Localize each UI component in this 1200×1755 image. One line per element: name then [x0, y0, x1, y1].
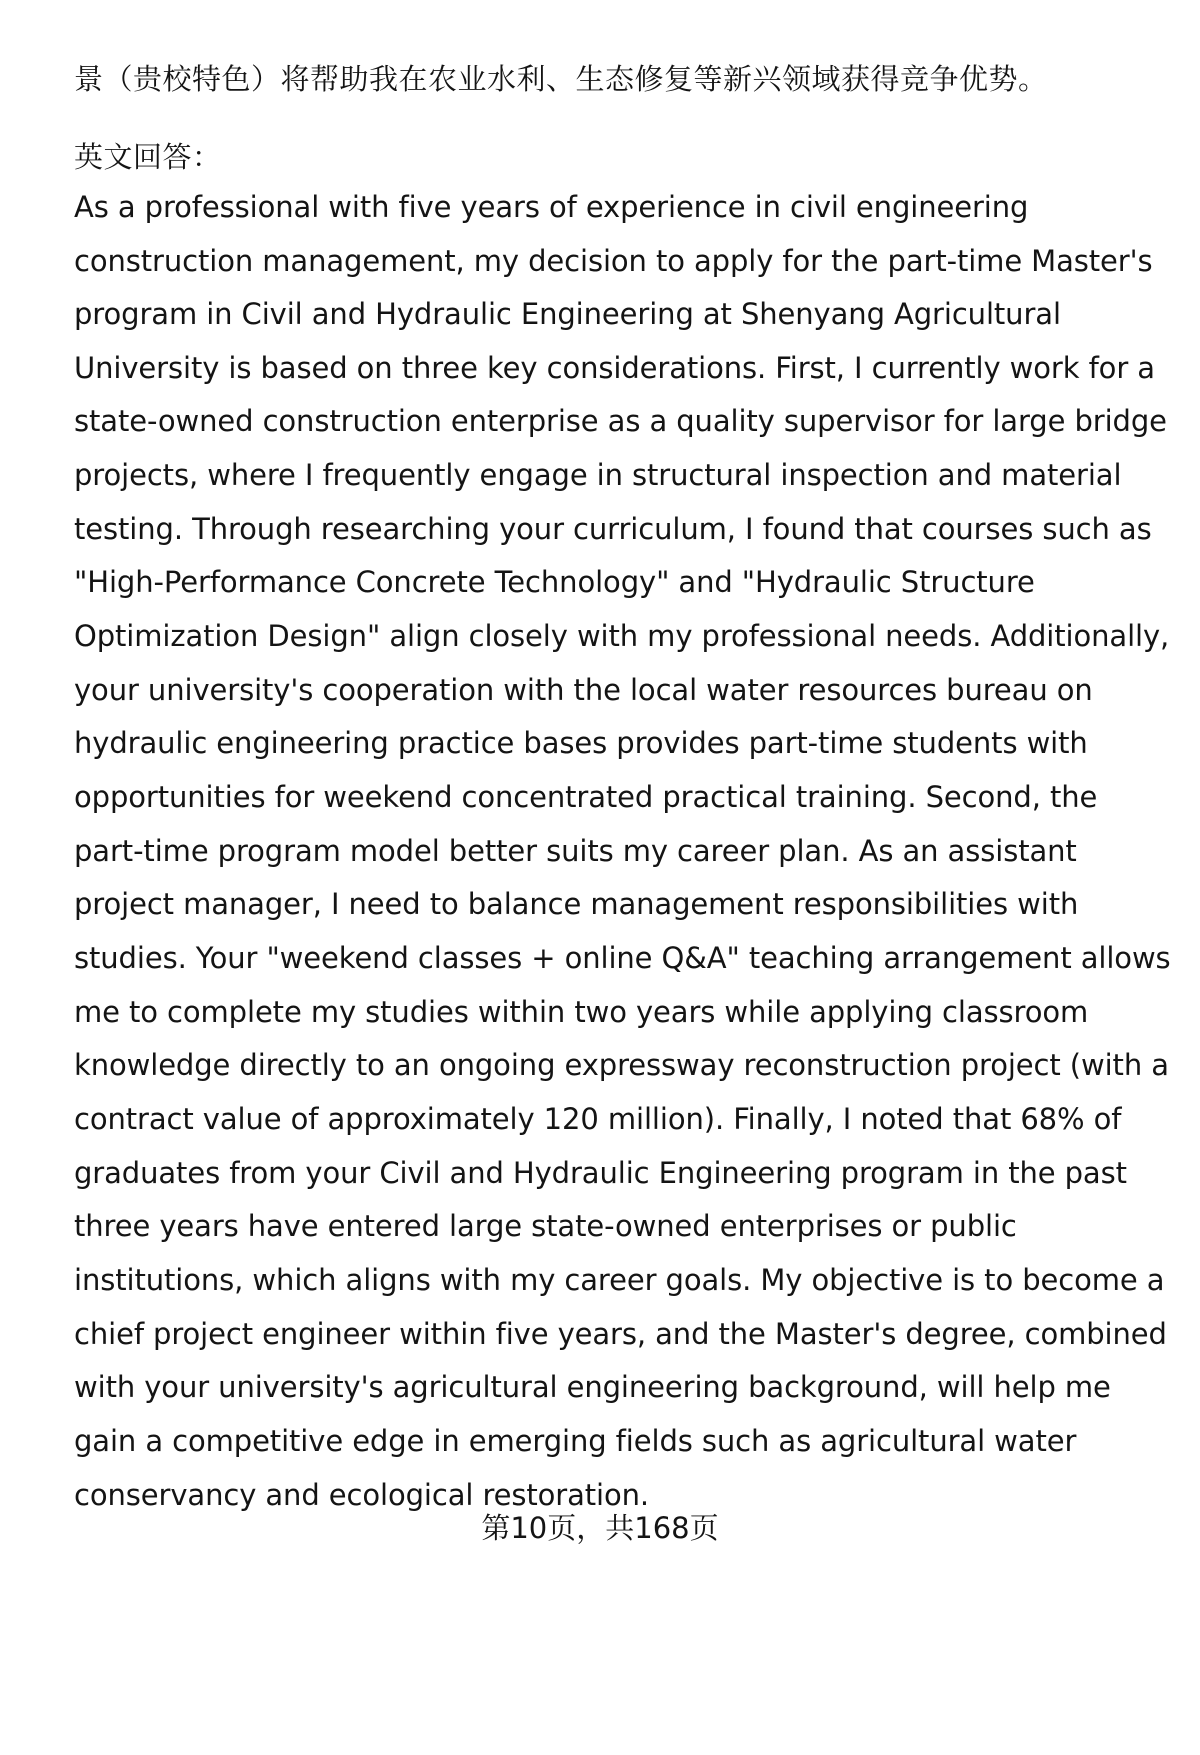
english-line: me to complete my studies within two years while applying classroom — [74, 995, 1089, 1029]
english-line: Optimization Design" align closely with my professional needs. Additionally, — [74, 619, 1170, 653]
english-line: contract value of approximately 120 million). Finally, I noted that 68% of — [74, 1102, 1122, 1136]
english-line: conservancy and ecological restoration. — [74, 1478, 650, 1512]
english-line: studies. Your "weekend classes + online Q&A" teaching arrangement allows — [74, 941, 1171, 975]
english-line: hydraulic engineering practice bases provides part-time students with — [74, 726, 1088, 760]
english-line: your university's cooperation with the local water resources bureau on — [74, 673, 1093, 707]
english-line: construction management, my decision to apply for the part-time Master's — [74, 244, 1153, 278]
chinese-continuation-line: 景（贵校特色）将帮助我在农业水利、生态修复等新兴领域获得竞争优势。 — [74, 62, 1048, 96]
page-number-footer: 第10页，共168页 — [481, 1511, 719, 1545]
answer-heading: 英文回答： — [74, 140, 222, 174]
english-line: part-time program model better suits my career plan. As an assistant — [74, 834, 1077, 868]
english-line: gain a competitive edge in emerging fields such as agricultural water — [74, 1424, 1077, 1458]
english-line: testing. Through researching your curriculum, I found that courses such as — [74, 512, 1152, 546]
english-line: three years have entered large state-owned enterprises or public — [74, 1209, 1017, 1243]
english-line: "High-Performance Concrete Technology" and "Hydraulic Structure — [74, 565, 1035, 599]
english-line: chief project engineer within five years, and the Master's degree, combined — [74, 1317, 1167, 1351]
english-line: projects, where I frequently engage in structural inspection and material — [74, 458, 1122, 492]
english-line: with your university's agricultural engineering background, will help me — [74, 1370, 1111, 1404]
english-line: graduates from your Civil and Hydraulic Engineering program in the past — [74, 1156, 1127, 1190]
english-line: project manager, I need to balance management responsibilities with — [74, 887, 1079, 921]
english-line: institutions, which aligns with my career goals. My objective is to become a — [74, 1263, 1165, 1297]
english-line: state-owned construction enterprise as a quality supervisor for large bridge — [74, 404, 1167, 438]
english-line: University is based on three key considerations. First, I currently work for a — [74, 351, 1155, 385]
english-line: program in Civil and Hydraulic Engineering at Shenyang Agricultural — [74, 297, 1061, 331]
english-line: knowledge directly to an ongoing expressway reconstruction project (with a — [74, 1048, 1169, 1082]
english-line: opportunities for weekend concentrated practical training. Second, the — [74, 780, 1098, 814]
english-line: As a professional with five years of experience in civil engineering — [74, 190, 1029, 224]
